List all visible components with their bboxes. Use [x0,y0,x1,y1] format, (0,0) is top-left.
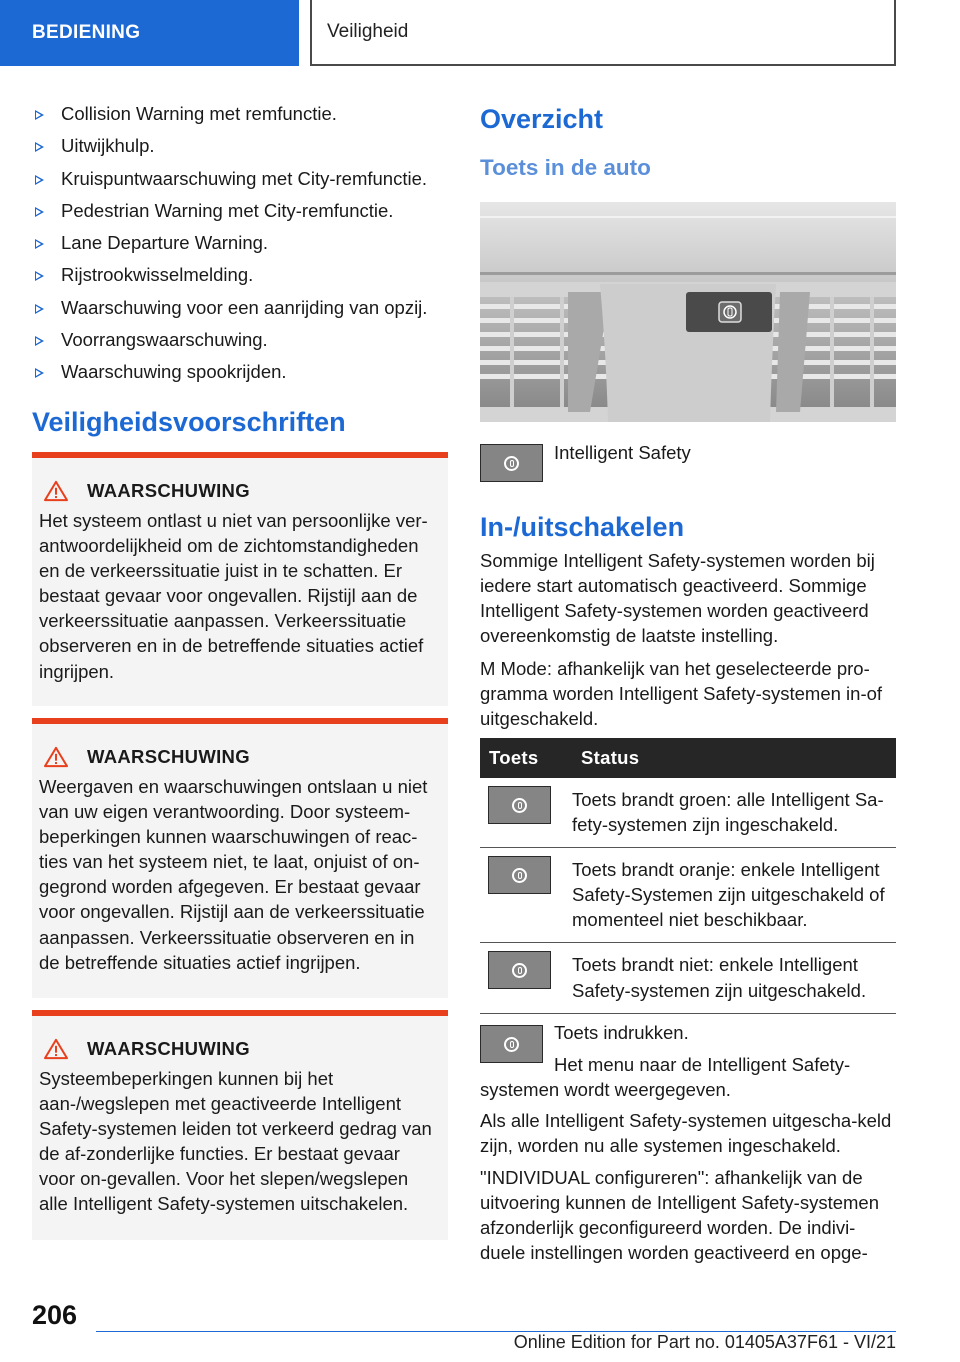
table-row [480,778,896,848]
list-item-text: Kruispuntwaarschuwing met City-remfunctie. [61,167,428,189]
list-item-text: Waarschuwing spookrijden. [61,361,287,383]
warning-triangle-icon [42,480,70,502]
dashboard-illustration [480,202,896,422]
warning-box [32,1010,448,1240]
table-cell-icon [480,848,572,943]
list-item-text: Collision Warning met remfunctie. [61,103,337,124]
warning-box [32,718,448,998]
safety-section-title: Veiligheidsvoorschriften [32,406,346,437]
list-item [32,259,448,291]
status-table [480,738,896,1014]
intelligent-safety-icon [488,856,551,894]
bullet-triangle-icon [35,207,44,217]
bullet-triangle-icon [35,368,44,378]
bullet-triangle-icon [35,142,44,152]
list-item-text: Uitwijkhulp. [61,135,155,157]
warning-label: WAARSCHUWING [87,746,250,767]
table-cell-status: Toets brandt niet: enkele Intelligent Safety-systemen zijn uitgeschakeld. [572,943,896,1013]
warning-label: WAARSCHUWING [87,480,250,501]
table-cell-icon [480,778,572,848]
table-cell-status: Toets brandt oranje: enkele Intelligent Safety-Systemen zijn uitgeschakeld of momenteel niet beschikbaar. [572,848,896,943]
m-mode-paragraph: M Mode: afhankelijk van het geselecteerde pro-gramma worden Intelligent Safety-systemen in-of uitgeschakeld. [480,658,883,730]
list-item-text: Lane Departure Warning. [61,232,269,254]
warning-box [32,452,448,706]
bullet-triangle-icon [35,110,44,120]
chapter-label: Veiligheid [327,21,409,42]
list-item [32,163,448,195]
warning-triangle-icon [42,746,70,768]
list-item-text: Rijstrookwisselmelding. [61,264,254,286]
chapter-tab [310,0,896,66]
bullet-triangle-icon [35,175,44,185]
all-off-paragraph: Als alle Intelligent Safety-systemen uitgescha-keld zijn, worden nu alle systemen ingeschakeld. [480,1110,892,1157]
table-header-row [480,738,896,778]
button-subtitle: Toets in de auto [480,155,651,180]
warning-text: Systeembeperkingen kunnen bij het aan-/wegslepen met geactiveerde Intelligent Safety-systemen leiden tot verkeerd gedrag van de af-zonderlijke functies. Er bestaat gevaar voor on-gevallen. Voor het slepen/wegslepen alle Intelligent Safety-systemen uitschakelen. [39,1068,432,1215]
list-item-text: Waarschuwing voor een aanrijding van opzij. [61,296,428,318]
table-row [480,848,896,943]
column-header-status: Status [572,738,896,778]
press-instruction: Toets indrukken. [554,1022,689,1043]
warning-text: Het systeem ontlast u niet van persoonlijke ver-antwoordelijkheid om de zichtomstandigheden en de verkeerssituatie juist in te schatten. Er bestaat gevaar voor ongevallen. Rijstijl aan de verkeerssituatie aanpassen. Verkeerssituatie observeren en in de betreffende situaties actief ingrijpen. [39,510,428,682]
bullet-triangle-icon [35,336,44,346]
dashboard-photo [480,202,896,422]
button-caption: Intelligent Safety [554,442,691,463]
warning-text: Weergaven en waarschuwingen ontslaan u niet van uw eigen verantwoording. Door systeem-beperkingen kunnen waarschuwingen of reac-ties van het systeem niet, te laat, onjuist of on-gegrond worden afgegeven. Er bestaat gevaar voor ongevallen. Rijstijl aan de verkeerssituatie aanpassen. Verkeerssituatie observeren en in de betreffende situaties actief ingrijpen. [39,776,428,973]
list-item [32,98,448,130]
bullet-triangle-icon [35,271,44,281]
left-column [32,98,448,438]
section-label: BEDIENING [32,22,141,43]
edition-text: Online Edition for Part no. 01405A37F61 - VI/21 [513,1332,896,1352]
onoff-title: In-/uitschakelen [480,512,685,542]
warning-triangle-icon [42,1038,70,1060]
list-item-text: Voorrangswaarschuwing. [61,329,268,351]
table-cell-status: Toets brandt groen: alle Intelligent Sa-fety-systemen zijn ingeschakeld. [572,778,896,848]
bullet-triangle-icon [35,304,44,314]
page-number: 206 [32,1300,78,1330]
list-item [32,227,448,259]
right-column [480,98,896,181]
intelligent-safety-icon [488,951,551,989]
list-item-text: Pedestrian Warning met City-remfunctie. [61,199,394,221]
bullet-triangle-icon [35,239,44,249]
section-tab [0,0,299,66]
individual-paragraph: "INDIVIDUAL configureren": afhankelijk van de uitvoering kunnen de Intelligent Safety-systemen afzonderlijk geconfigureerd worden. De indivi-duele instellingen worden geactiveerd en opge- [480,1167,880,1264]
warning-heading [39,1038,440,1060]
feature-list [32,98,448,389]
column-header-toets: Toets [480,738,572,778]
list-item [32,195,448,227]
onoff-paragraph: Sommige Intelligent Safety-systemen worden bij iedere start automatisch geactiveerd. Sommige Intelligent Safety-systemen worden geactiveerd overeenkomstig de laatste instelling. [480,550,875,647]
warning-heading [39,746,440,768]
list-item [32,324,448,356]
intelligent-safety-icon [488,786,551,824]
list-item [32,130,448,162]
list-item [32,292,448,324]
overview-title: Overzicht [480,104,604,134]
menu-paragraph: Het menu naar de Intelligent Safety-systemen wordt weergegeven. [480,1054,851,1101]
intelligent-safety-icon [480,444,543,482]
table-row [480,943,896,1013]
list-item [32,356,448,388]
warning-heading [39,480,440,502]
table-cell-icon [480,943,572,1013]
warning-label: WAARSCHUWING [87,1038,250,1059]
